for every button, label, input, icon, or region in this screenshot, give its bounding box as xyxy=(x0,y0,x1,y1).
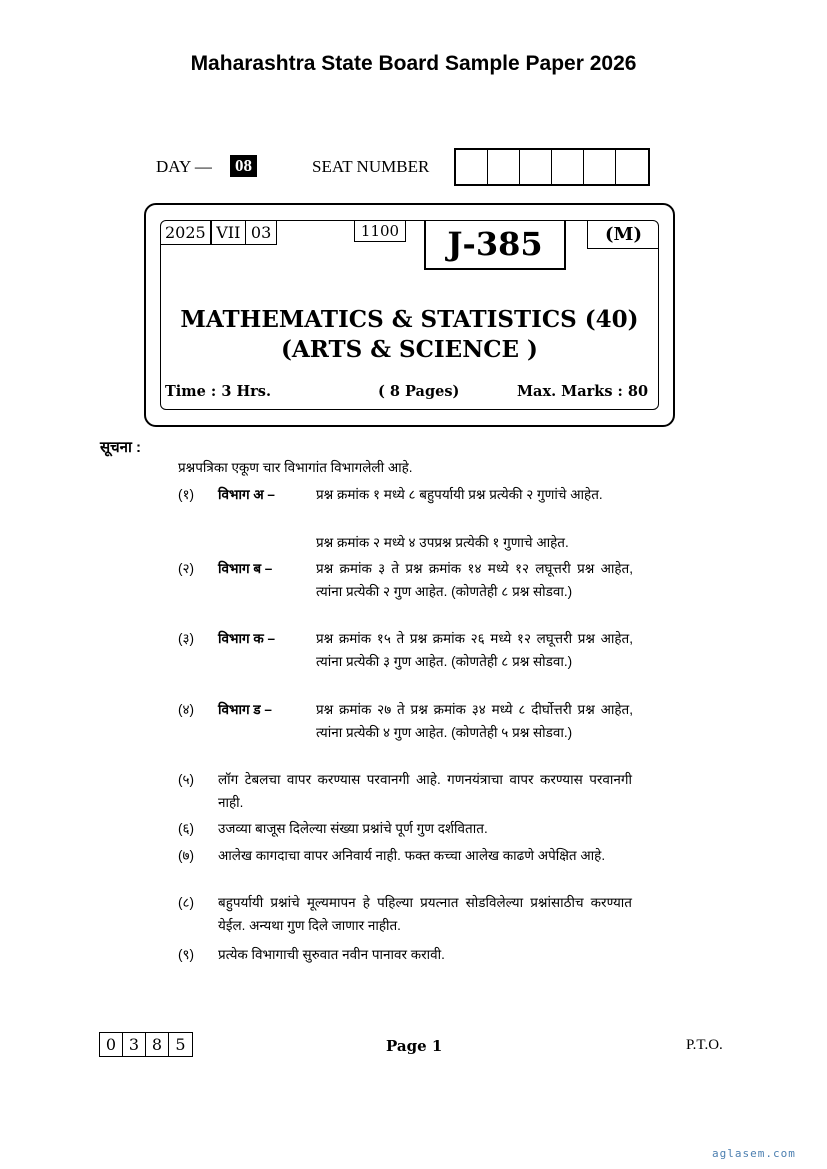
instruction-text: आलेख कागदाचा वापर अनिवार्य नाही. फक्त कच्चा आलेख काढणे अपेक्षित आहे. xyxy=(218,848,606,863)
instruction-number: (६) xyxy=(178,821,195,836)
instruction-text: प्रत्येक विभागाची सुरुवात नवीन पानावर करावी. xyxy=(218,947,445,962)
day-value: 08 xyxy=(230,155,257,177)
instruction-number: (८) xyxy=(178,895,195,910)
paper-code-group xyxy=(160,221,276,245)
paper-code: J-385 xyxy=(424,221,566,270)
instruction-section: विभाग अ – xyxy=(218,487,275,502)
seat-number-label: SEAT NUMBER xyxy=(312,157,430,176)
instruction-text: उजव्या बाजूस दिलेल्या संख्या प्रश्नांचे पूर्ण गुण दर्शवितात. xyxy=(218,821,488,836)
instruction-number: (३) xyxy=(178,631,195,646)
seat-number-cell xyxy=(552,150,584,184)
instructions-heading: सूचना : xyxy=(100,439,142,456)
instruction-number: (५) xyxy=(178,772,195,787)
instruction-text: प्रश्न क्रमांक ३ ते प्रश्न क्रमांक १४ मध्ये १२ लघूत्तरी प्रश्न आहेत, त्यांना प्रत्येकी २ गुण आहेत. (कोणतेही ८ प्रश्न सोडवा.) xyxy=(316,561,633,599)
instruction-text: प्रश्न क्रमांक १५ ते प्रश्न क्रमांक २६ मध्ये १२ लघूत्तरी प्रश्न आहेत, त्यांना प्रत्येकी ३ गुण आहेत. (कोणतेही ८ प्रश्न सोडवा.) xyxy=(316,631,633,669)
seat-number-cell xyxy=(488,150,520,184)
seat-number-cell xyxy=(520,150,552,184)
instruction-number: (९) xyxy=(178,947,195,962)
code-1100: 1100 xyxy=(354,221,406,242)
code-digit: 5 xyxy=(175,1035,186,1054)
instruction-text: प्रश्न क्रमांक १ मध्ये ८ बहुपर्यायी प्रश्न प्रत्येकी २ गुणांचे आहेत. xyxy=(316,487,603,502)
instructions-intro: प्रश्नपत्रिका एकूण चार विभागांत विभागलेली आहे. xyxy=(178,460,413,475)
page-number: Page 1 xyxy=(386,1037,443,1055)
code-digit: 3 xyxy=(123,1033,146,1056)
subject-stream: (ARTS & SCIENCE ) xyxy=(281,336,538,363)
instruction-number: (७) xyxy=(178,848,195,863)
code-digit: 0 xyxy=(100,1033,123,1056)
instruction-text: प्रश्न क्रमांक २७ ते प्रश्न क्रमांक ३४ मध्ये ८ दीर्घोत्तरी प्रश्न आहेत, त्यांना प्रत्येकी ४ गुण आहेत. (कोणतेही ५ प्रश्न सोडवा.) xyxy=(316,702,633,740)
medium-badge: (M) xyxy=(587,221,659,249)
instruction-number: (४) xyxy=(178,702,195,717)
day-label: DAY — xyxy=(156,157,212,176)
instruction-text: प्रश्न क्रमांक २ मध्ये ४ उपप्रश्न प्रत्येकी १ गुणाचे आहेत. xyxy=(316,535,569,550)
instruction-section: विभाग ड – xyxy=(218,702,272,717)
instruction-section: विभाग क – xyxy=(218,631,275,646)
seat-number-cell xyxy=(456,150,488,184)
instruction-text: बहुपर्यायी प्रश्नांचे मूल्यमापन हे पहिल्या प्रयत्नात सोडविलेल्या प्रश्नांसाठीच करण्यात येईल. अन्यथा गुण दिले जाणार नाहीत. xyxy=(218,895,632,933)
page-title: Maharashtra State Board Sample Paper 2026 xyxy=(190,52,637,75)
seat-number-boxes xyxy=(454,148,650,186)
watermark: aglasem.com xyxy=(712,1147,796,1160)
code-digit: 8 xyxy=(146,1033,169,1056)
page-count: ( 8 Pages) xyxy=(378,383,460,400)
instruction-number: (१) xyxy=(178,487,195,502)
instruction-number: (२) xyxy=(178,561,195,576)
instruction-section: विभाग ब – xyxy=(218,561,273,576)
code-day: 03 xyxy=(245,221,277,245)
seat-number-cell xyxy=(584,150,616,184)
max-marks: Max. Marks : 80 xyxy=(517,383,649,400)
code-year: 2025 xyxy=(160,221,212,245)
instruction-text: लॉग टेबलचा वापर करण्यास परवानगी आहे. गणनयंत्राचा वापर करण्यास परवानगी नाही. xyxy=(218,772,632,810)
paper-code-digits xyxy=(99,1032,193,1057)
pto-label: P.T.O. xyxy=(686,1037,723,1053)
code-month: VII xyxy=(210,221,246,245)
seat-number-cell xyxy=(616,150,648,184)
time-allowed: Time : 3 Hrs. xyxy=(165,383,272,400)
subject-title: MATHEMATICS & STATISTICS (40) xyxy=(180,306,639,333)
